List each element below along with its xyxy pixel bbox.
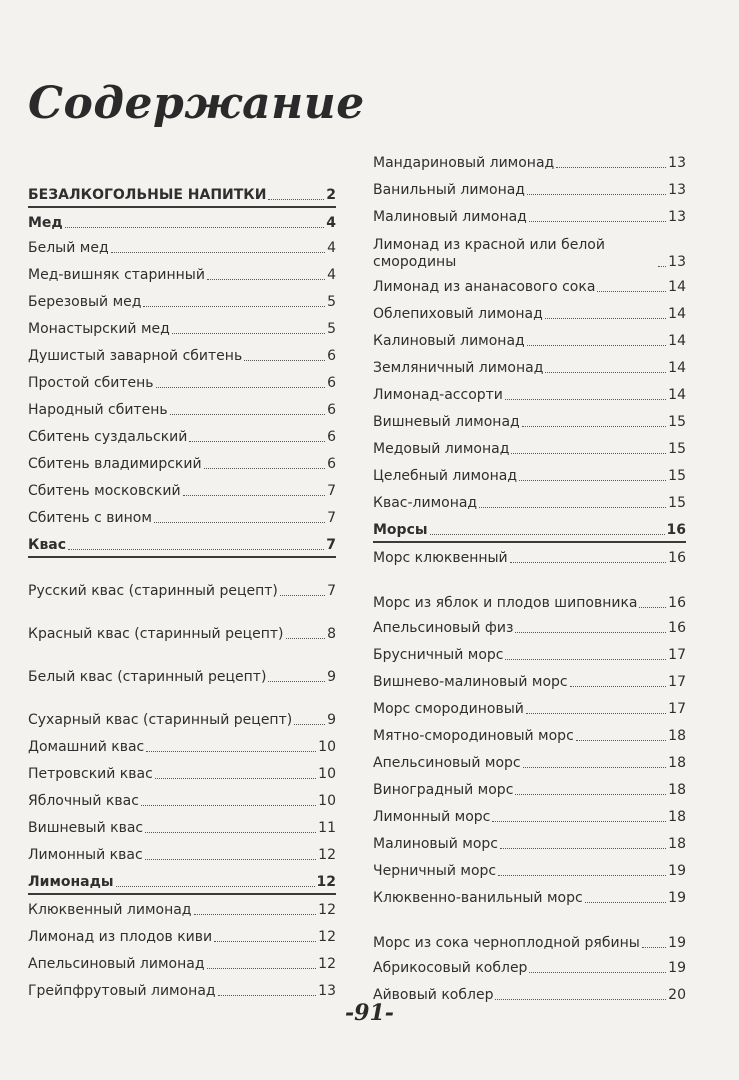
- toc-entry-title: Абрикосовый коблер: [373, 960, 528, 976]
- toc-dot-leader: [183, 495, 326, 496]
- toc-entry-page: 12: [318, 902, 336, 918]
- toc-dot-leader: [570, 686, 667, 687]
- toc-dot-leader: [498, 875, 666, 876]
- toc-entry-title: Морс из яблок и плодов шиповника: [373, 595, 638, 611]
- toc-dot-leader: [218, 995, 317, 996]
- toc-entry: [373, 332, 686, 350]
- toc-entry-page: 14: [668, 360, 686, 376]
- toc-entry-page: 4: [327, 267, 336, 283]
- toc-dot-leader: [145, 832, 316, 833]
- toc-dot-leader: [194, 914, 317, 915]
- toc-entry: [373, 781, 686, 799]
- toc-entry: [373, 959, 686, 977]
- toc-dot-leader: [156, 387, 326, 388]
- toc-entry: [373, 549, 686, 567]
- toc-dot-leader: [492, 821, 666, 822]
- toc-entry-page: 6: [327, 429, 336, 445]
- toc-entry: [373, 835, 686, 853]
- toc-left-column: [28, 160, 336, 1000]
- toc-entry-title: Белый квас (старинный рецепт): [28, 669, 267, 685]
- toc-entry: [373, 727, 686, 745]
- toc-entry-page: 12: [318, 956, 336, 972]
- toc-entry-title: Апельсиновый лимонад: [28, 956, 205, 972]
- toc-entry-page: 15: [668, 414, 686, 430]
- toc-entry-page: 19: [668, 890, 686, 906]
- toc-entry-title: Айвовый коблер: [373, 987, 494, 1003]
- toc-dot-leader: [511, 453, 666, 454]
- toc-entry-page: 16: [668, 595, 686, 611]
- toc-entry: [373, 700, 686, 718]
- toc-dot-leader: [526, 713, 666, 714]
- toc-dot-leader: [519, 480, 666, 481]
- toc-entry-page: 5: [327, 294, 336, 310]
- toc-entry: [28, 955, 336, 973]
- toc-entry-title: Морсы: [373, 522, 428, 538]
- toc-entry-title: Петровский квас: [28, 766, 153, 782]
- toc-entry: [28, 792, 336, 810]
- toc-entry-title: Лимонный морс: [373, 809, 491, 825]
- toc-entry-title: БЕЗАЛКОГОЛЬНЫЕ НАПИТКИ: [28, 187, 267, 203]
- toc-entry-page: 17: [668, 674, 686, 690]
- toc-dot-leader: [280, 595, 325, 596]
- toc-entry-page: 14: [668, 387, 686, 403]
- toc-entry-page: 7: [327, 510, 336, 526]
- toc-entry: [373, 208, 686, 226]
- toc-dot-leader: [207, 968, 317, 969]
- toc-entry: [28, 428, 336, 446]
- toc-entry-title: Виноградный морс: [373, 782, 514, 798]
- toc-entry-title: Малиновый лимонад: [373, 209, 527, 225]
- toc-dot-leader: [154, 522, 325, 523]
- toc-entry-title: Грейпфрутовый лимонад: [28, 983, 216, 999]
- toc-dot-leader: [505, 659, 666, 660]
- toc-entry-page: 10: [318, 793, 336, 809]
- toc-entry-title: Целебный лимонад: [373, 468, 518, 484]
- toc-entry-title: Черничный морс: [373, 863, 497, 879]
- toc-entry: [28, 347, 336, 365]
- toc-section-heading: [28, 160, 336, 204]
- toc-dot-leader: [585, 902, 667, 903]
- toc-dot-leader: [522, 426, 666, 427]
- toc-dot-leader: [65, 227, 325, 228]
- toc-entry: [28, 846, 336, 864]
- toc-entry: [373, 235, 686, 271]
- toc-entry-page: 5: [327, 321, 336, 337]
- toc-entry-title: Белый мед: [28, 240, 109, 256]
- toc-dot-leader: [155, 778, 316, 779]
- toc-entry-title: Красный квас (старинный рецепт): [28, 626, 284, 642]
- toc-entry-page: 16: [666, 522, 686, 538]
- toc-section-heading: [373, 521, 686, 539]
- toc-entry: [373, 440, 686, 458]
- toc-entry-title: Яблочный квас: [28, 793, 139, 809]
- toc-dot-leader: [141, 805, 316, 806]
- toc-entry-title: Морс смородиновый: [373, 701, 524, 717]
- section-underline: [28, 556, 336, 558]
- toc-dot-leader: [527, 194, 666, 195]
- toc-entry-page: 17: [668, 647, 686, 663]
- toc-entry-title: Квас: [28, 537, 67, 553]
- toc-entry-page: 13: [668, 182, 686, 198]
- toc-entry-page: 18: [668, 728, 686, 744]
- toc-entry-page: 11: [318, 820, 336, 836]
- toc-dot-leader: [545, 372, 666, 373]
- toc-entry-title: Мед: [28, 215, 63, 231]
- toc-entry-title: Вишневый квас: [28, 820, 144, 836]
- toc-dot-leader: [545, 318, 666, 319]
- toc-entry: [373, 386, 686, 404]
- toc-entry-page: 18: [668, 809, 686, 825]
- toc-entry-page: 12: [318, 847, 336, 863]
- page-number: -91-: [345, 1000, 394, 1026]
- toc-entry-page: 10: [318, 766, 336, 782]
- toc-dot-leader: [145, 859, 317, 860]
- toc-entry-page: 12: [316, 874, 336, 890]
- toc-entry: [28, 819, 336, 837]
- toc-entry-title: Сбитень московский: [28, 483, 181, 499]
- toc-entry-page: 13: [668, 254, 686, 270]
- toc-entry-page: 6: [327, 375, 336, 391]
- toc-entry-title: Сбитень владимирский: [28, 456, 202, 472]
- toc-entry-page: 14: [668, 333, 686, 349]
- toc-dot-leader: [576, 740, 666, 741]
- toc-section-heading: [28, 536, 336, 554]
- toc-entry-page: 15: [668, 468, 686, 484]
- toc-dot-leader: [479, 507, 666, 508]
- toc-entry-page: 6: [327, 456, 336, 472]
- toc-entry-title: Клюквенно-ванильный морс: [373, 890, 583, 906]
- toc-entry-page: 16: [668, 550, 686, 566]
- toc-entry-title: Мятно-смородиновый морс: [373, 728, 574, 744]
- toc-entry-title: Облепиховый лимонад: [373, 306, 543, 322]
- toc-entry: [28, 374, 336, 392]
- toc-entry-page: 6: [327, 348, 336, 364]
- toc-entry: [373, 278, 686, 296]
- toc-entry-page: 13: [668, 209, 686, 225]
- toc-entry: [28, 693, 336, 729]
- toc-entry-title: Мандариновый лимонад: [373, 155, 555, 171]
- toc-dot-leader: [268, 199, 324, 200]
- toc-entry-page: 13: [318, 983, 336, 999]
- toc-dot-leader: [527, 345, 666, 346]
- toc-dot-leader: [189, 441, 325, 442]
- toc-entry-title: Лимонный квас: [28, 847, 143, 863]
- toc-entry-title: Русский квас (старинный рецепт): [28, 583, 278, 599]
- toc-entry-title: Сбитень суздальский: [28, 429, 188, 445]
- toc-entry: [373, 359, 686, 377]
- toc-entry: [373, 889, 686, 907]
- toc-entry-title: Апельсиновый морс: [373, 755, 521, 771]
- toc-entry: [373, 619, 686, 637]
- toc-entry-title: Домашний квас: [28, 739, 145, 755]
- toc-entry: [28, 765, 336, 783]
- toc-right-column: [373, 154, 686, 1004]
- toc-dot-leader: [642, 947, 666, 948]
- toc-entry-page: 19: [668, 935, 686, 951]
- toc-entry: [28, 982, 336, 1000]
- toc-entry-title: Морс клюквенный: [373, 550, 508, 566]
- toc-entry-page: 13: [668, 155, 686, 171]
- toc-entry-title: Ванильный лимонад: [373, 182, 525, 198]
- toc-entry: [373, 181, 686, 199]
- toc-entry: [28, 650, 336, 686]
- toc-dot-leader: [430, 534, 665, 535]
- toc-entry-title: Вишневый лимонад: [373, 414, 520, 430]
- toc-entry-page: 19: [668, 960, 686, 976]
- toc-entry-page: 18: [668, 782, 686, 798]
- toc-entry-page: 7: [327, 483, 336, 499]
- toc-dot-leader: [143, 306, 325, 307]
- toc-entry: [28, 239, 336, 257]
- toc-dot-leader: [214, 941, 316, 942]
- toc-entry-title: Монастырский мед: [28, 321, 170, 337]
- toc-entry: [373, 646, 686, 664]
- toc-entry-page: 12: [318, 929, 336, 945]
- toc-entry: [28, 266, 336, 284]
- toc-dot-leader: [597, 291, 666, 292]
- toc-entry: [373, 808, 686, 826]
- toc-entry: [373, 413, 686, 431]
- toc-entry-page: 2: [326, 187, 336, 203]
- toc-entry-title: Сухарный квас (старинный рецепт): [28, 712, 293, 728]
- toc-entry: [28, 928, 336, 946]
- toc-dot-leader: [244, 360, 325, 361]
- toc-dot-leader: [529, 221, 666, 222]
- toc-entry-page: 8: [327, 626, 336, 642]
- toc-dot-leader: [658, 266, 666, 267]
- toc-entry-page: 17: [668, 701, 686, 717]
- toc-entry-page: 14: [668, 306, 686, 322]
- toc-dot-leader: [111, 252, 325, 253]
- toc-entry-page: 15: [668, 495, 686, 511]
- toc-dot-leader: [500, 848, 666, 849]
- section-underline: [28, 206, 336, 208]
- toc-dot-leader: [207, 279, 325, 280]
- toc-dot-leader: [268, 681, 325, 682]
- toc-entry: [28, 738, 336, 756]
- toc-dot-leader: [515, 794, 666, 795]
- toc-entry-title: Морс из сока черноплодной рябины: [373, 935, 640, 951]
- toc-entry-title: Вишнево-малиновый морс: [373, 674, 568, 690]
- toc-dot-leader: [146, 751, 316, 752]
- toc-entry-title: Сбитень с вином: [28, 510, 152, 526]
- toc-entry-page: 15: [668, 441, 686, 457]
- toc-entry: [373, 673, 686, 691]
- toc-entry-page: 18: [668, 755, 686, 771]
- toc-entry-title: Апельсиновый физ: [373, 620, 514, 636]
- toc-entry-title: Лимонады: [28, 874, 114, 890]
- toc-entry-page: 14: [668, 279, 686, 295]
- toc-dot-leader: [510, 562, 667, 563]
- toc-dot-leader: [204, 468, 325, 469]
- toc-dot-leader: [286, 638, 326, 639]
- toc-entry-page: 7: [326, 537, 336, 553]
- section-underline: [28, 893, 336, 895]
- toc-entry-title: Мед-вишняк старинный: [28, 267, 205, 283]
- toc-entry-title: Народный сбитень: [28, 402, 168, 418]
- toc-dot-leader: [172, 333, 325, 334]
- toc-dot-leader: [170, 414, 325, 415]
- toc-section-heading: [28, 212, 336, 232]
- toc-entry-page: 16: [668, 620, 686, 636]
- toc-entry-page: 4: [327, 240, 336, 256]
- toc-entry-title: Квас-лимонад: [373, 495, 478, 511]
- toc-entry-title: Березовый мед: [28, 294, 142, 310]
- toc-entry-title: Калиновый лимонад: [373, 333, 525, 349]
- toc-entry: [373, 305, 686, 323]
- toc-entry: [373, 494, 686, 512]
- toc-entry-title: Малиновый морс: [373, 836, 498, 852]
- toc-entry: [28, 901, 336, 919]
- toc-entry-page: 18: [668, 836, 686, 852]
- toc-entry-page: 6: [327, 402, 336, 418]
- section-underline: [373, 541, 686, 543]
- toc-dot-leader: [523, 767, 667, 768]
- toc-section-heading: [28, 873, 336, 891]
- toc-entry-page: 19: [668, 863, 686, 879]
- toc-dot-leader: [116, 886, 315, 887]
- toc-entry: [28, 401, 336, 419]
- toc-entry: [28, 320, 336, 338]
- toc-entry: [28, 509, 336, 527]
- toc-entry: [28, 293, 336, 311]
- toc-entry-title: Лимонад из красной или белой смородины: [373, 237, 605, 270]
- toc-dot-leader: [515, 632, 666, 633]
- toc-dot-leader: [294, 724, 325, 725]
- toc-entry-page: 9: [327, 669, 336, 685]
- toc-entry: [373, 467, 686, 485]
- toc-entry: [28, 607, 336, 643]
- toc-entry: [373, 154, 686, 172]
- toc-entry-page: 4: [326, 215, 336, 231]
- toc-entry: [373, 862, 686, 880]
- toc-entry: [28, 564, 336, 600]
- toc-entry-title: Медовый лимонад: [373, 441, 510, 457]
- toc-dot-leader: [639, 607, 666, 608]
- toc-entry-title: Клюквенный лимонад: [28, 902, 192, 918]
- toc-entry-title: Лимонад-ассорти: [373, 387, 503, 403]
- toc-entry-title: Лимонад из ананасового сока: [373, 279, 596, 295]
- toc-entry-title: Земляничный лимонад: [373, 360, 544, 376]
- toc-entry: [28, 482, 336, 500]
- toc-dot-leader: [556, 167, 666, 168]
- toc-dot-leader: [505, 399, 666, 400]
- toc-entry-title: Брусничный морс: [373, 647, 504, 663]
- toc-dot-leader: [68, 549, 324, 550]
- toc-entry-page: 7: [327, 583, 336, 599]
- toc-entry-page: 20: [668, 987, 686, 1003]
- toc-entry-title: Душистый заварной сбитень: [28, 348, 243, 364]
- toc-entry: [373, 576, 686, 612]
- toc-entry-title: Лимонад из плодов киви: [28, 929, 213, 945]
- toc-entry-title: Простой сбитень: [28, 375, 154, 391]
- toc-entry-page: 10: [318, 739, 336, 755]
- toc-dot-leader: [529, 972, 666, 973]
- toc-entry: [373, 754, 686, 772]
- toc-entry: [28, 455, 336, 473]
- toc-entry: [373, 916, 686, 952]
- page-title: Содержание: [28, 78, 365, 129]
- toc-entry-page: 9: [327, 712, 336, 728]
